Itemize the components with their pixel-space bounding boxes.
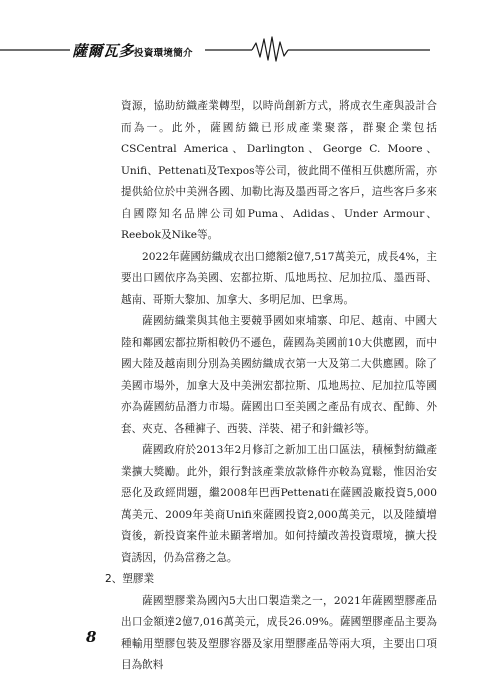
body-text	[105, 96, 437, 677]
header-title	[72, 40, 193, 61]
page-number: 8	[86, 628, 97, 646]
header-title-sub: 投資環境簡介	[134, 48, 193, 59]
header-title-main: 薩爾瓦多	[72, 42, 135, 60]
paragraph-government-policy: 薩國政府於2013年2月修訂之新加工出口區法，積極對紡織產業擴大獎勵。此外，銀行對該產業放款條件亦較為寬鬆，惟因治安惡化及政經問題，繼2008年巴西Pettenati在薩國設廠投資5,000萬美元、2009年美商Unifi來薩國投資2,000萬美元，以及陸續增資後，新投資案件並未顯著增加。如何持續改善投資環境，擴大投資誘因，仍為當務之急。	[121, 444, 437, 564]
section-heading-plastics: 2、塑膠業	[105, 573, 155, 585]
running-header	[0, 0, 480, 70]
paragraph-competitors: 薩國紡織業與其他主要競爭國如柬埔寨、印尼、越南、中國大陸和鄰國宏都拉斯相較仍不遜色，薩國為美國前10大供應國，而中國大陸及越南則分別為美國紡織成衣第一大及第二大供應國。除了美國市場外，加拿大及中美洲宏都拉斯、瓜地馬拉、尼加拉瓜等國亦為薩國紡品潛力市場。薩國出口至美國之產品有成衣、配飾、外套、夾克、各種褲子、西裝、洋裝、裙子和針織衫等。	[121, 315, 437, 435]
paragraph-continued: 資源，協助紡織產業轉型，以時尚創新方式，將成衣生產與設計合而為一。此外，薩國紡織已形成產業聚落，群聚企業包括CSCentral America、Darlington、George C. Moore、Unifi、Pettenati及Texpos等公司，彼此間不僅相互供應所需，亦提供給位於中美洲各國、加勒比海及墨西哥之客戶，這些客戶多來自國際知名品牌公司如Puma、Adidas、Under Armour、Reebok及Nike等。	[121, 100, 437, 241]
paragraph-export-2022: 2022年薩國紡織成衣出口總額2億7,517萬美元，成長4%，主要出口國依序為美國、宏都拉斯、瓜地馬拉、尼加拉瓜、墨西哥、越南、哥斯大黎加、加拿大、多明尼加、巴拿馬。	[121, 250, 437, 306]
paragraph-plastics: 薩國塑膠業為國內5大出口製造業之一，2021年薩國塑膠產品出口金額達2億7,016萬美元，成長26.09%。薩國塑膠產品主要為種輸用塑膠包裝及塑膠容器及家用塑膠產品等兩大項，主要出口項目為飲料	[121, 594, 437, 671]
